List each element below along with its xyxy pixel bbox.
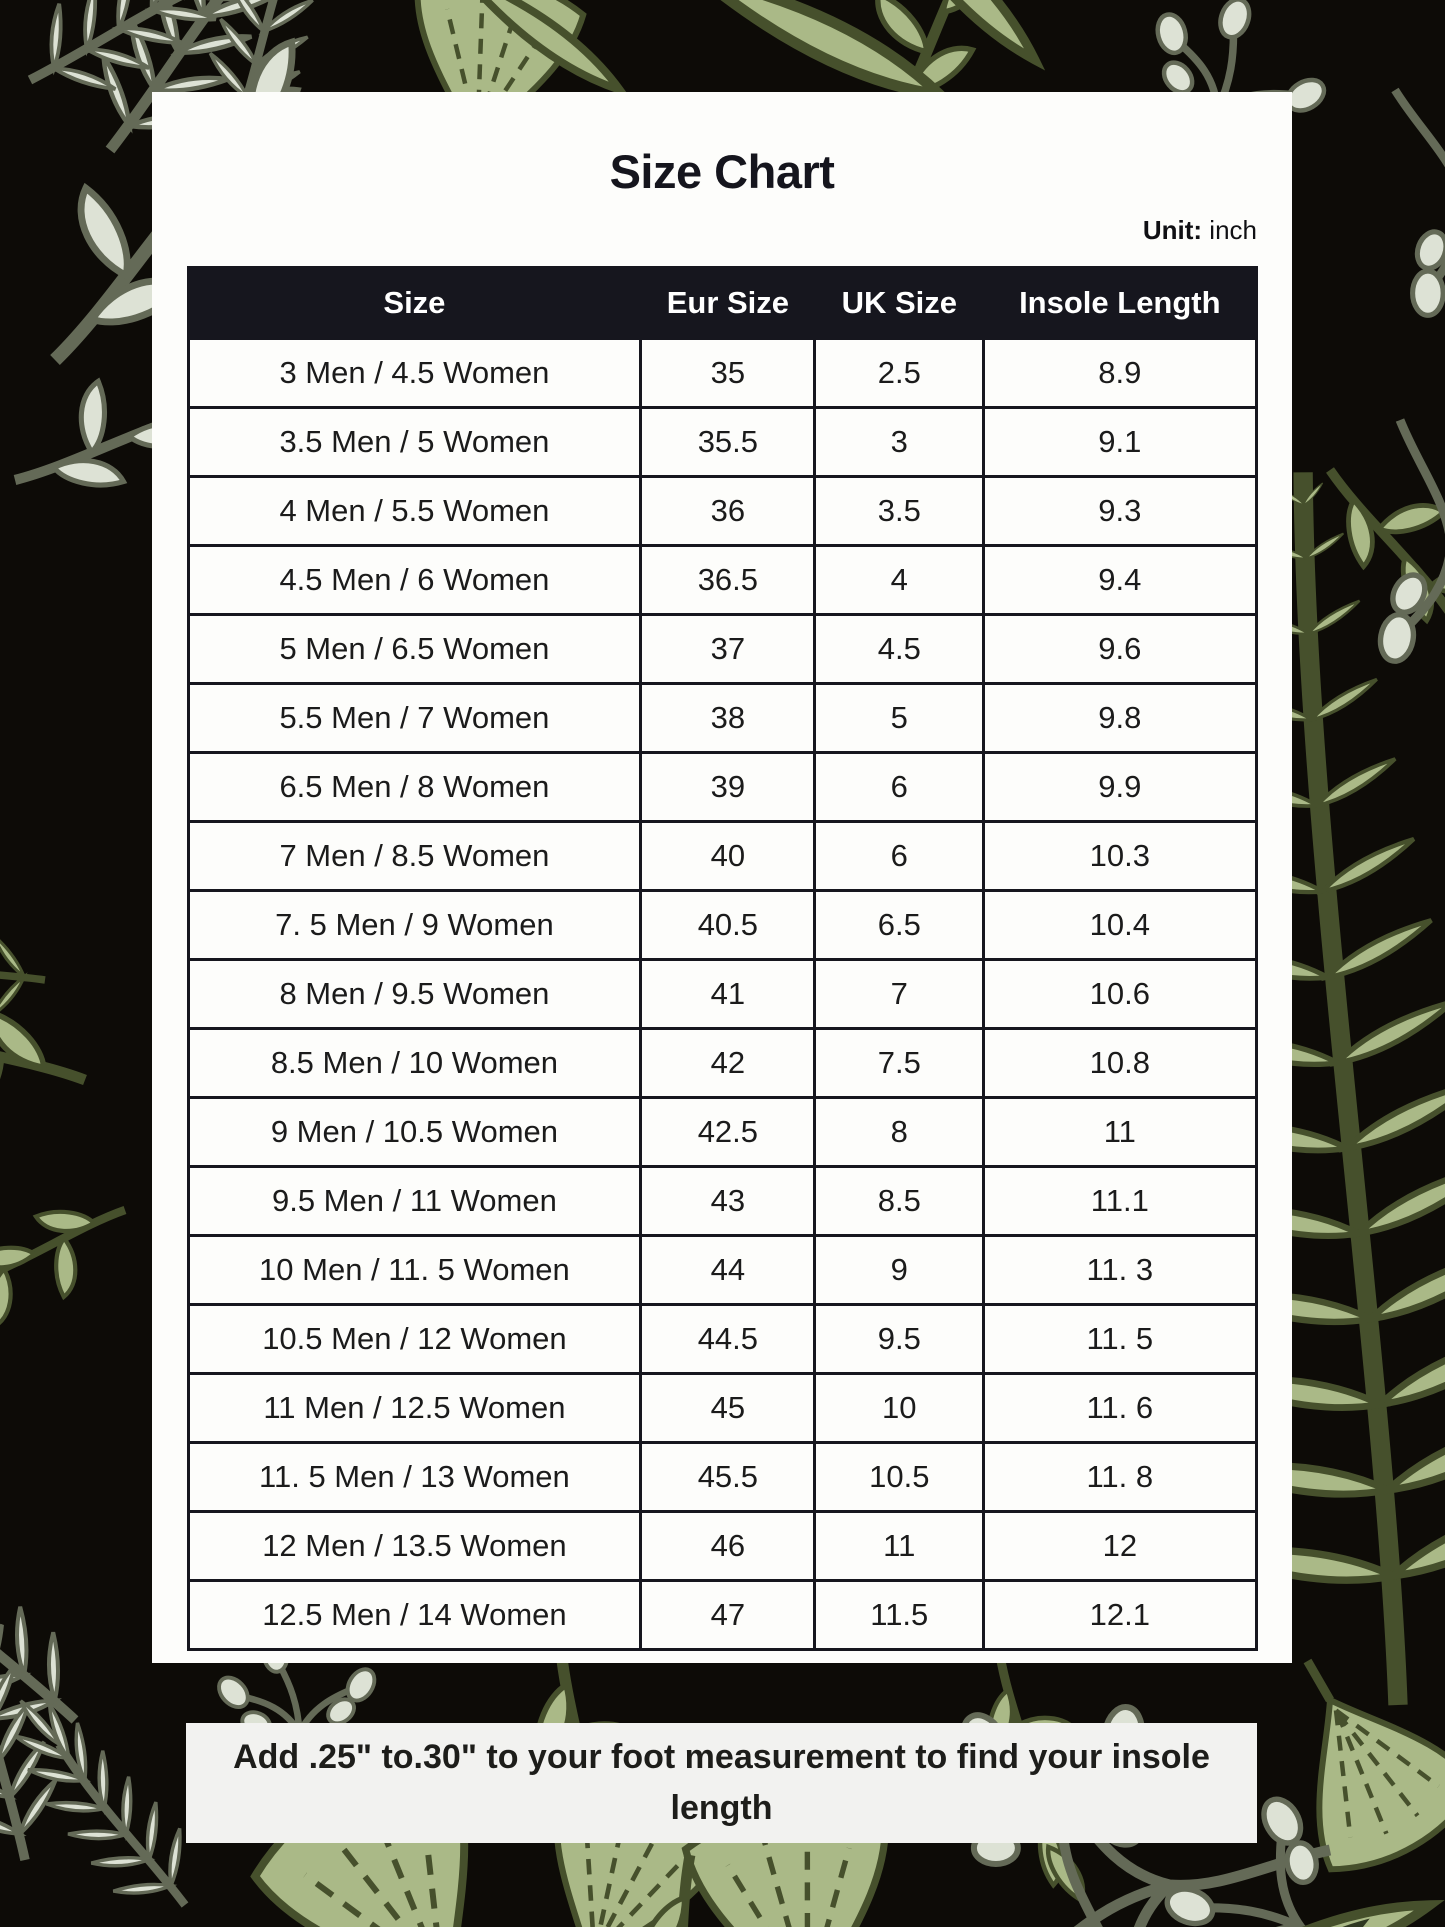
eur-size-cell: 42 xyxy=(641,1029,815,1098)
eur-size-cell: 42.5 xyxy=(641,1098,815,1167)
uk-size-cell: 6 xyxy=(815,822,984,891)
eur-size-cell: 40 xyxy=(641,822,815,891)
eur-size-cell: 44 xyxy=(641,1236,815,1305)
eur-size-cell: 36 xyxy=(641,477,815,546)
size-chart-card xyxy=(152,92,1292,1663)
eur-size-cell: 35.5 xyxy=(641,408,815,477)
insole-length-cell: 11. 5 xyxy=(984,1305,1256,1374)
size-cell: 3 Men / 4.5 Women xyxy=(188,339,641,408)
size-cell: 5.5 Men / 7 Women xyxy=(188,684,641,753)
eur-size-cell: 47 xyxy=(641,1581,815,1650)
rosemary-sprig-illustration xyxy=(0,917,49,1022)
size-cell: 11 Men / 12.5 Women xyxy=(188,1374,641,1443)
insole-length-cell: 11. 6 xyxy=(984,1374,1256,1443)
size-cell: 12.5 Men / 14 Women xyxy=(188,1581,641,1650)
table-row xyxy=(188,1305,1256,1374)
unit-value: inch xyxy=(1209,215,1257,245)
uk-size-cell: 9 xyxy=(815,1236,984,1305)
insole-length-cell: 9.6 xyxy=(984,615,1256,684)
table-row xyxy=(188,960,1256,1029)
insole-length-cell: 11 xyxy=(984,1098,1256,1167)
size-cell: 10 Men / 11. 5 Women xyxy=(188,1236,641,1305)
eur-size-cell: 35 xyxy=(641,339,815,408)
table-row xyxy=(188,1374,1256,1443)
size-cell: 4.5 Men / 6 Women xyxy=(188,546,641,615)
uk-size-cell: 6.5 xyxy=(815,891,984,960)
col-header-size: Size xyxy=(188,268,641,339)
eur-size-cell: 36.5 xyxy=(641,546,815,615)
uk-size-cell: 8.5 xyxy=(815,1167,984,1236)
eur-size-cell: 44.5 xyxy=(641,1305,815,1374)
size-cell: 12 Men / 13.5 Women xyxy=(188,1512,641,1581)
table-row xyxy=(188,1512,1256,1581)
table-row xyxy=(188,1581,1256,1650)
table-header-row xyxy=(188,268,1256,339)
table-row xyxy=(188,753,1256,822)
unit-note xyxy=(152,215,1257,246)
uk-size-cell: 4.5 xyxy=(815,615,984,684)
table-row xyxy=(188,408,1256,477)
eur-size-cell: 46 xyxy=(641,1512,815,1581)
eur-size-cell: 37 xyxy=(641,615,815,684)
size-table-body xyxy=(188,339,1256,1650)
size-cell: 9 Men / 10.5 Women xyxy=(188,1098,641,1167)
insole-length-cell: 12.1 xyxy=(984,1581,1256,1650)
uk-size-cell: 7 xyxy=(815,960,984,1029)
table-row xyxy=(188,1029,1256,1098)
uk-size-cell: 8 xyxy=(815,1098,984,1167)
uk-size-cell: 10.5 xyxy=(815,1443,984,1512)
size-cell: 8 Men / 9.5 Women xyxy=(188,960,641,1029)
insole-length-cell: 11. 8 xyxy=(984,1443,1256,1512)
uk-size-cell: 5 xyxy=(815,684,984,753)
table-row xyxy=(188,1167,1256,1236)
table-row xyxy=(188,1236,1256,1305)
size-cell: 11. 5 Men / 13 Women xyxy=(188,1443,641,1512)
col-header-eur-size: Eur Size xyxy=(641,268,815,339)
footer-note: Add .25" to.30" to your foot measurement to find your insole length xyxy=(233,1738,1210,1827)
insole-length-cell: 10.6 xyxy=(984,960,1256,1029)
leaf-sprig-illustration xyxy=(0,1170,149,1363)
size-cell: 4 Men / 5.5 Women xyxy=(188,477,641,546)
insole-length-cell: 9.9 xyxy=(984,753,1256,822)
eur-size-cell: 41 xyxy=(641,960,815,1029)
uk-size-cell: 11 xyxy=(815,1512,984,1581)
size-cell: 3.5 Men / 5 Women xyxy=(188,408,641,477)
table-row xyxy=(188,477,1256,546)
insole-length-cell: 10.4 xyxy=(984,891,1256,960)
uk-size-cell: 9.5 xyxy=(815,1305,984,1374)
uk-size-cell: 2.5 xyxy=(815,339,984,408)
insole-length-cell: 9.8 xyxy=(984,684,1256,753)
size-cell: 7 Men / 8.5 Women xyxy=(188,822,641,891)
insole-length-cell: 9.1 xyxy=(984,408,1256,477)
table-row xyxy=(188,339,1256,408)
insole-length-cell: 8.9 xyxy=(984,339,1256,408)
insole-length-cell: 11.1 xyxy=(984,1167,1256,1236)
table-row xyxy=(188,822,1256,891)
size-cell: 6.5 Men / 8 Women xyxy=(188,753,641,822)
unit-label: Unit: xyxy=(1142,215,1203,245)
footer-note-banner xyxy=(186,1723,1257,1843)
insole-length-cell: 9.4 xyxy=(984,546,1256,615)
eur-size-cell: 43 xyxy=(641,1167,815,1236)
size-cell: 7. 5 Men / 9 Women xyxy=(188,891,641,960)
eur-size-cell: 38 xyxy=(641,684,815,753)
table-row xyxy=(188,615,1256,684)
insole-length-cell: 11. 3 xyxy=(984,1236,1256,1305)
insole-length-cell: 12 xyxy=(984,1512,1256,1581)
uk-size-cell: 11.5 xyxy=(815,1581,984,1650)
table-row xyxy=(188,546,1256,615)
uk-size-cell: 7.5 xyxy=(815,1029,984,1098)
uk-size-cell: 3.5 xyxy=(815,477,984,546)
uk-size-cell: 3 xyxy=(815,408,984,477)
eur-size-cell: 40.5 xyxy=(641,891,815,960)
insole-length-cell: 9.3 xyxy=(984,477,1256,546)
size-table xyxy=(187,266,1258,1651)
size-cell: 9.5 Men / 11 Women xyxy=(188,1167,641,1236)
eur-size-cell: 39 xyxy=(641,753,815,822)
table-row xyxy=(188,1098,1256,1167)
size-cell: 5 Men / 6.5 Women xyxy=(188,615,641,684)
insole-length-cell: 10.3 xyxy=(984,822,1256,891)
uk-size-cell: 10 xyxy=(815,1374,984,1443)
col-header-insole-length: Insole Length xyxy=(984,268,1256,339)
eur-size-cell: 45.5 xyxy=(641,1443,815,1512)
table-row xyxy=(188,1443,1256,1512)
uk-size-cell: 6 xyxy=(815,753,984,822)
col-header-uk-size: UK Size xyxy=(815,268,984,339)
table-row xyxy=(188,684,1256,753)
page-title: Size Chart xyxy=(609,145,835,198)
size-cell: 8.5 Men / 10 Women xyxy=(188,1029,641,1098)
size-cell: 10.5 Men / 12 Women xyxy=(188,1305,641,1374)
eur-size-cell: 45 xyxy=(641,1374,815,1443)
uk-size-cell: 4 xyxy=(815,546,984,615)
table-row xyxy=(188,891,1256,960)
insole-length-cell: 10.8 xyxy=(984,1029,1256,1098)
